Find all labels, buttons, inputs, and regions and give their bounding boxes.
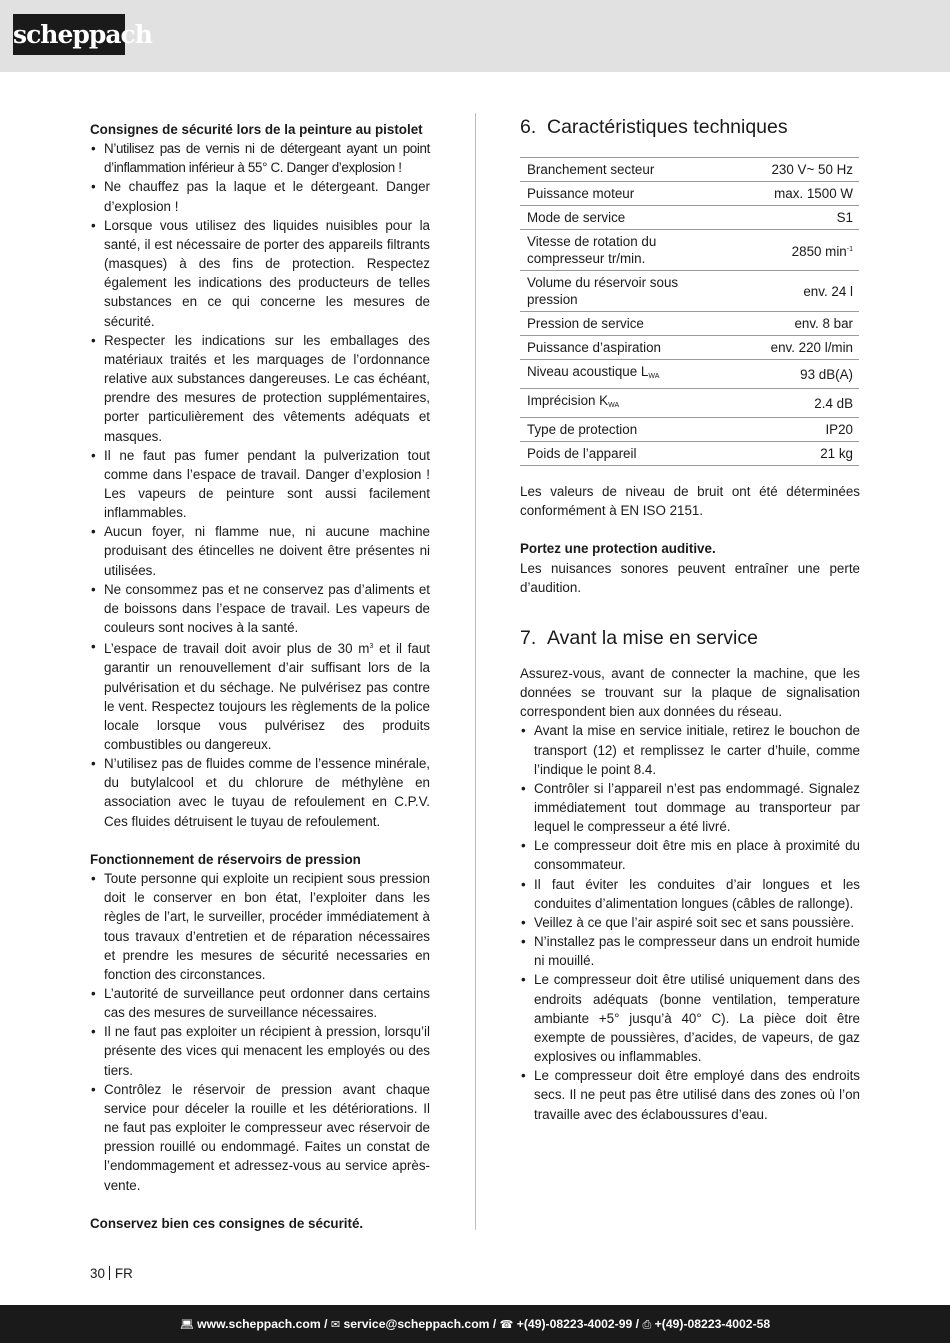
computer-icon: 💻︎	[179, 1319, 194, 1331]
table-row	[520, 271, 859, 312]
section-heading-painting-safety: Consignes de sécurité lors de la peinture au pistolet	[90, 122, 423, 137]
page-number	[90, 1265, 133, 1282]
list-item-text: Avant la mise en service initiale, retirez le bouchon de transport (12) et remplissez le carter d’huile, comme l’indique le point 8.4.	[534, 723, 860, 777]
separator: /	[635, 1317, 640, 1331]
telephone-icon: ☎︎	[499, 1319, 514, 1331]
subscript: WA	[648, 373, 660, 380]
hearing-protection-heading: Portez une protection auditive.	[520, 541, 716, 557]
list-item	[520, 913, 860, 932]
hearing-protection-text: Les nuisances sonores peuvent entraîner une perte d’audition.	[520, 560, 860, 595]
footer-band	[0, 1305, 950, 1343]
language-code: FR	[114, 1266, 133, 1281]
brand-logo: scheppach	[13, 14, 125, 55]
before-startup-intro: Assurez-vous, avant de connecter la machine, que les données se trouvant sur la plaque de signalisation correspondent bien aux données du réseau.	[520, 665, 860, 720]
table-row	[520, 418, 859, 442]
list-item-text: Contrôlez le réservoir de pression avant chaque service pour déceler la rouille et les détériorations. Il ne faut pas exploiter le compresseur avec réservoir de pression rouillé ou endommagé. Faites un constat de l’endommagement et adressez-vous au service après-vente.	[104, 1081, 430, 1193]
spec-value: IP20	[825, 422, 853, 437]
list-item-text: Veillez à ce que l’air aspiré soit sec et sans poussière.	[534, 914, 855, 930]
section-title: Caractéristiques techniques	[547, 116, 788, 138]
list-item-text: N’installez pas le compresseur dans un endroit humide ni mouillé.	[534, 934, 860, 969]
list-item-text: Le compresseur doit être utilisé uniquement dans des endroits adéquats (bonne ventilation, temperature ambiante +5° jusqu’à 40° C). La pièce doit être exempte de poussières, d’acides, de vapeurs, de gaz explosives ou inflammables.	[534, 972, 860, 1065]
list-item	[90, 1022, 430, 1079]
spec-label-text: Imprécision K	[527, 393, 609, 408]
list-item	[90, 637, 430, 754]
section-heading-before-startup	[520, 625, 860, 651]
spec-label: Puissance d’aspiration	[527, 340, 661, 355]
spec-value: 21 kg	[820, 446, 853, 461]
list-item	[90, 331, 430, 446]
spec-label-text: Niveau acoustique L	[527, 364, 649, 379]
list-item-text: et il faut garantir un renouvellement d’air suffisant lors de la pulvérisation et du séchage. Ne pulvérisez pas contre le vent. Respectez toujours les règlements de la police locale lorsque vous pulvérisez des produits combustibles ou dangereux.	[104, 641, 430, 752]
separator: /	[492, 1317, 497, 1331]
subscript: WA	[608, 402, 620, 409]
list-item	[90, 177, 430, 215]
spec-value: S1	[836, 210, 853, 225]
list-item	[90, 580, 430, 637]
noise-measurement-note: Les valeurs de niveau de bruit ont été déterminées conformément à EN ISO 2151.	[520, 484, 860, 519]
spec-value: env. 8 bar	[794, 316, 853, 331]
table-row	[520, 158, 859, 182]
table-row	[520, 312, 859, 336]
closing-note: Conservez bien ces consignes de sécurité.	[90, 1215, 364, 1231]
pressure-tanks-list	[90, 869, 430, 1195]
spec-label: Vitesse de rotation du compresseur tr/min.	[527, 234, 657, 266]
spec-value: 230 V~ 50 Hz	[771, 162, 853, 177]
spec-label: Type de protection	[527, 422, 638, 437]
list-item-text: Ne chauffez pas la laque et le détergeant. Danger d’explosion !	[104, 179, 430, 214]
list-item	[520, 970, 860, 1066]
list-item-text: Toute personne qui exploite un recipient sous pression doit le conserver en bon état, l’exploiter dans les règles de l’art, le surveiller, procéder immédiatement à tous travaux d’entretien et de réparation nécessaires et prendre les mesures de sécurité necessaries en fonction des circonstances.	[104, 871, 430, 982]
list-item-text: Aucun foyer, ni flamme nue, ni aucune machine produisant des étincelles ne doivent être présentes ni utilisées.	[104, 524, 430, 578]
list-item	[520, 932, 860, 970]
table-row	[520, 230, 859, 271]
spec-label: Puissance moteur	[527, 186, 635, 201]
list-item	[90, 522, 430, 579]
table-row	[520, 336, 859, 360]
email-link[interactable]: service@scheppach.com	[343, 1317, 490, 1331]
list-item-text: Le compresseur doit être mis en place à proximité du consommateur.	[534, 838, 860, 873]
list-item-text: N’utilisez pas de fluides comme de l’essence minérale, du butylalcool et du chlorure de méthylène en association avec le tuyau de refoulement en C.P.V. Ces fluides détruisent le tuyau de refoulement.	[104, 756, 430, 829]
contact-line	[0, 1316, 950, 1333]
list-item	[90, 446, 430, 523]
table-row	[520, 389, 859, 418]
spec-value	[764, 230, 859, 271]
fax-number: +(49)-08223-4002-58	[654, 1317, 771, 1331]
spec-label: Volume du réservoir sous pression	[527, 275, 679, 307]
list-item-text: Contrôler si l’appareil n’est pas endommagé. Signalez immédiatement tout dommage au transporteur par lequel le compresseur a été livré.	[534, 780, 860, 835]
list-item	[520, 836, 860, 874]
list-item-text: Respecter les indications sur les emballages des matériaux traités et les marquages de l’ordonnance relative aux substances dangereuses. Le cas échéant, prendre des mesures de protection supplémentaires, porter particulièrement des vêtements adéquats et masques.	[104, 332, 430, 444]
right-column	[520, 114, 860, 1124]
list-item	[520, 779, 860, 836]
website-link[interactable]: www.scheppach.com	[197, 1317, 321, 1331]
list-item	[520, 1066, 860, 1123]
spec-value: 2.4 dB	[814, 395, 853, 411]
superscript: -1	[846, 245, 853, 253]
specs-table	[520, 157, 859, 466]
painting-safety-list	[90, 139, 430, 831]
list-item-text: Il faut éviter les conduites d’air longues et les conduites d’alimentation longues (câbles de rallonge).	[534, 876, 860, 911]
spec-value: env. 220 l/min	[770, 340, 853, 355]
spec-label: Poids de l’appareil	[527, 446, 637, 461]
page-number-separator	[109, 1266, 110, 1280]
list-item-text: L’autorité de surveillance peut ordonner dans certains cas des mesures de surveillance nécessaires.	[104, 986, 430, 1021]
list-item	[520, 875, 860, 913]
list-item-text: N’utilisez pas de vernis ni de détergeant ayant un point d’inflammation inférieur à 55° C. Danger d’explosion !	[104, 141, 430, 176]
list-item	[520, 721, 860, 778]
spec-label	[520, 389, 764, 418]
superscript: 3	[369, 643, 374, 651]
list-item-text: Lorsque vous utilisez des liquides nuisibles pour la santé, il est nécessaire de porter des appareils filtrants (masques) à des fins de protection. Respectez également les indications des producteurs de telles substances en ce qui concerne les mesures de sécurité.	[104, 217, 430, 329]
phone-number: +(49)-08223-4002-99	[516, 1317, 633, 1331]
table-row	[520, 182, 859, 206]
spec-label: Mode de service	[527, 210, 626, 225]
section-heading-technical-specs	[520, 114, 860, 140]
section-title: Avant la mise en service	[547, 626, 758, 649]
left-column	[90, 120, 430, 1233]
list-item-text: Le compresseur doit être employé dans des endroits secs. Il ne peut pas être utilisé dans des zones où l’on travaille avec des éclaboussures d’eau.	[534, 1068, 860, 1122]
list-item	[90, 216, 430, 331]
list-item-text: Il ne faut pas exploiter un récipient à pression, lorsqu’il présente des vices qui menacent les employés ou des tiers.	[104, 1024, 430, 1078]
list-item	[90, 869, 430, 984]
envelope-icon: ✉︎	[330, 1319, 341, 1331]
header-band	[0, 0, 950, 72]
list-item	[90, 139, 430, 177]
section-heading-pressure-tanks: Fonctionnement de réservoirs de pression	[90, 851, 361, 867]
spec-value: 93 dB(A)	[800, 366, 853, 382]
spec-value: env. 24 l	[803, 283, 853, 299]
spec-label: Pression de service	[527, 316, 644, 331]
list-item-text: Il ne faut pas fumer pendant la pulverization tout comme dans l’espace de travail. Danger d’explosion ! Les vapeurs de peinture sont aussi facilement inflammables.	[104, 447, 430, 521]
separator: /	[324, 1317, 328, 1331]
column-divider	[475, 113, 476, 1230]
list-item	[90, 984, 430, 1022]
section-number: 6.	[520, 116, 537, 138]
fax-icon: ⎙	[642, 1319, 652, 1331]
table-row	[520, 206, 859, 230]
spec-label	[520, 360, 764, 389]
spec-value-text: 2850 min	[791, 243, 847, 259]
table-row	[520, 360, 859, 389]
page-number-value: 30	[90, 1266, 105, 1281]
section-number: 7.	[520, 626, 537, 649]
list-item-text: L’espace de travail doit avoir plus de 30 m	[104, 641, 370, 657]
spec-label: Branchement secteur	[527, 162, 655, 177]
list-item-text: Ne consommez pas et ne conservez pas d’aliments et de boissons dans l’espace de travail. Les vapeurs de couleurs sont nocives à la santé.	[104, 581, 430, 636]
spec-value: max. 1500 W	[774, 186, 853, 201]
before-startup-list	[520, 721, 860, 1123]
table-row	[520, 442, 859, 466]
list-item	[90, 754, 430, 831]
list-item	[90, 1080, 430, 1195]
